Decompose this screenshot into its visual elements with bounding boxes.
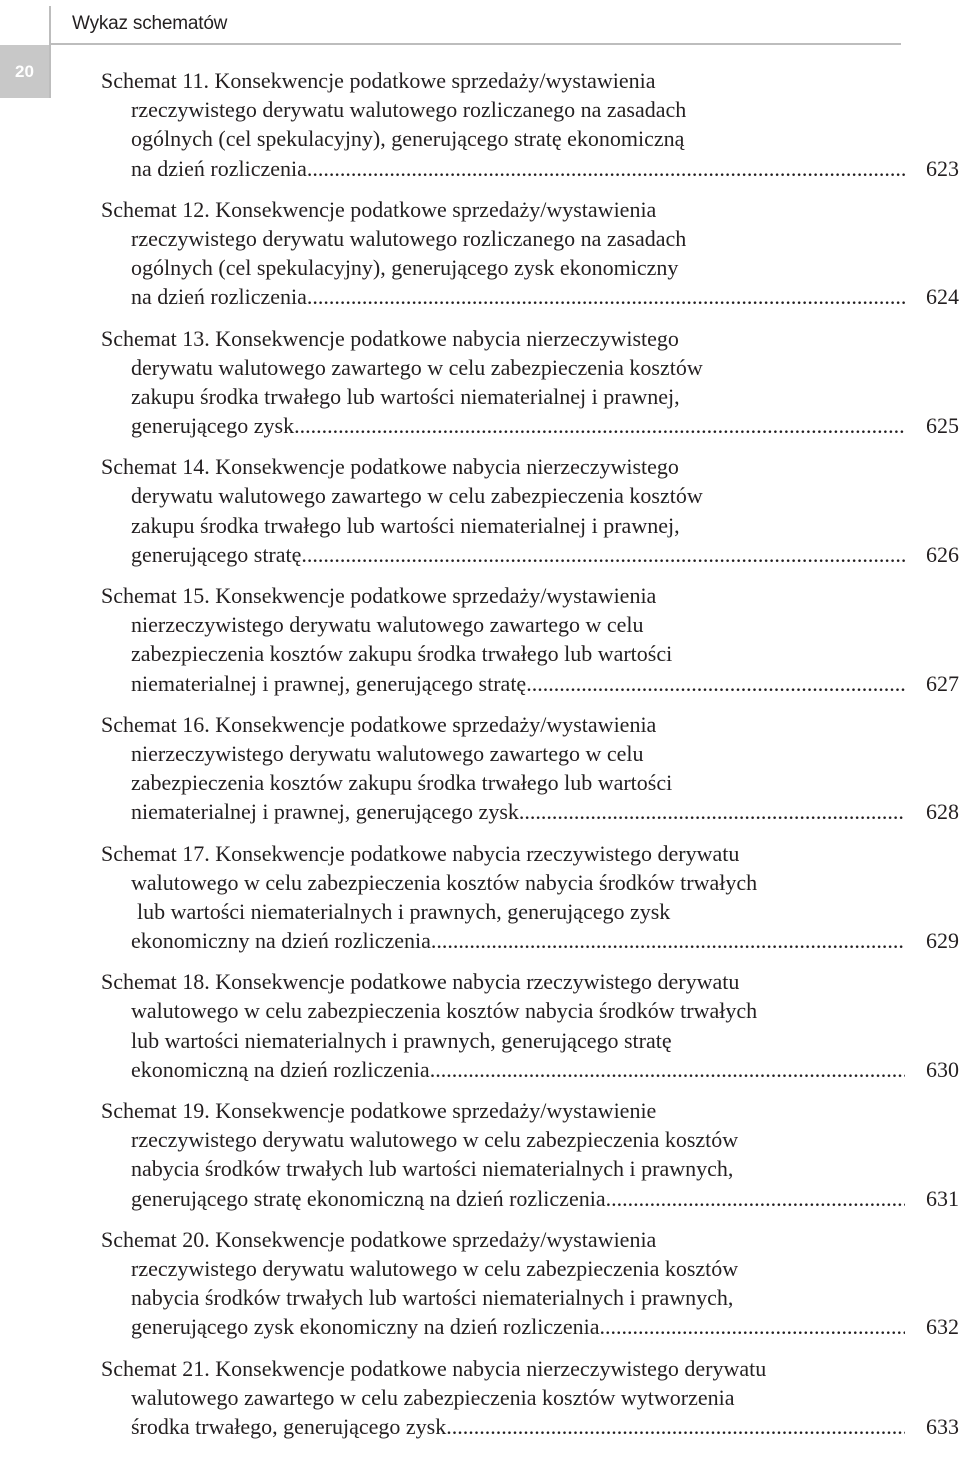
toc-entry-last-line <box>101 1312 959 1341</box>
dot-leader <box>431 926 905 955</box>
toc-entry-last-line <box>101 282 959 311</box>
toc-entry-line: Schemat 19. Konsekwencje podatkowe sprzedaży/wystawienie <box>101 1098 657 1123</box>
toc-entry[interactable] <box>101 452 959 569</box>
toc-entry[interactable] <box>101 66 959 183</box>
toc-entry-line: ogólnych (cel spekulacyjny), generującego zysk ekonomiczny <box>131 255 679 281</box>
toc-entry[interactable] <box>101 195 959 312</box>
dot-leader <box>446 1412 905 1441</box>
toc-entry-line: niematerialnej i prawnej, generującego stratę <box>131 670 527 696</box>
toc-entry-line: ekonomiczną na dzień rozliczenia <box>131 1056 430 1082</box>
dot-leader <box>307 154 905 183</box>
toc-page-number: 631 <box>926 1185 959 1211</box>
toc-entry[interactable] <box>101 1096 959 1213</box>
toc-entry[interactable] <box>101 324 959 441</box>
dot-leader <box>600 1312 906 1341</box>
toc-entry-line: zakupu środka trwałego lub wartości niematerialnej i prawnej, <box>131 383 680 409</box>
toc-entry-line: generującego zysk <box>131 413 295 439</box>
toc-list <box>101 66 959 1453</box>
toc-entry-line: Schemat 11. Konsekwencje podatkowe sprzedaży/wystawienia <box>101 68 656 93</box>
toc-entry-line: nabycia środków trwałych lub wartości niematerialnych i prawnych, <box>131 1285 734 1311</box>
toc-entry-line: nierzeczywistego derywatu walutowego zawartego w celu <box>131 612 644 638</box>
toc-entry-last-line <box>101 926 959 955</box>
toc-entry-last-line <box>101 1184 959 1213</box>
toc-entry-line: generującego zysk ekonomiczny na dzień rozliczenia <box>131 1314 600 1340</box>
toc-entry-line: ekonomiczny na dzień rozliczenia <box>131 928 431 954</box>
toc-entry[interactable] <box>101 710 959 827</box>
toc-entry-line: nabycia środków trwałych lub wartości niematerialnych i prawnych, <box>131 1156 734 1182</box>
toc-entry-line: Schemat 13. Konsekwencje podatkowe nabycia nierzeczywistego <box>101 325 679 351</box>
header-horizontal-rule <box>49 43 901 45</box>
toc-page-number: 632 <box>926 1314 959 1340</box>
toc-entry-last-line <box>101 1055 959 1084</box>
page-header <box>0 0 960 50</box>
toc-entry[interactable] <box>101 967 959 1084</box>
toc-entry[interactable] <box>101 581 959 698</box>
toc-entry-line: zabezpieczenia kosztów zakupu środka trwałego lub wartości <box>131 641 673 667</box>
toc-page-number: 630 <box>926 1056 959 1082</box>
toc-entry-line: niematerialnej i prawnej, generującego zysk <box>131 799 519 825</box>
toc-page-number: 629 <box>926 928 959 954</box>
dot-leader <box>519 797 905 826</box>
toc-entry-line: derywatu walutowego zawartego w celu zabezpieczenia kosztów <box>131 354 703 380</box>
toc-entry-line: walutowego w celu zabezpieczenia kosztów nabycia środków trwałych <box>131 869 758 895</box>
toc-entry-line: na dzień rozliczenia <box>131 155 307 181</box>
toc-entry-last-line <box>101 1412 959 1441</box>
running-title: Wykaz schematów <box>72 13 228 34</box>
toc-entry[interactable] <box>101 1354 959 1442</box>
toc-entry-line: Schemat 20. Konsekwencje podatkowe sprzedaży/wystawienia <box>101 1226 657 1252</box>
toc-page-number: 623 <box>926 155 959 181</box>
toc-entry-line: zakupu środka trwałego lub wartości niematerialnej i prawnej, <box>131 512 680 538</box>
toc-page-number: 625 <box>926 413 959 439</box>
toc-entry-line: Schemat 15. Konsekwencje podatkowe sprzedaży/wystawienia <box>101 583 657 608</box>
toc-entry-line: generującego stratę <box>131 541 302 567</box>
toc-entry-last-line <box>101 797 959 826</box>
toc-entry-line: rzeczywistego derywatu walutowego rozliczanego na zasadach <box>131 97 687 123</box>
toc-entry-line: Schemat 21. Konsekwencje podatkowe nabycia nierzeczywistego derywatu <box>101 1355 767 1381</box>
toc-page-number: 624 <box>926 284 959 310</box>
toc-page-number: 626 <box>926 541 959 567</box>
dot-leader <box>606 1184 905 1213</box>
toc-entry-line: walutowego w celu zabezpieczenia kosztów nabycia środków trwałych <box>131 998 758 1024</box>
toc-entry-line: rzeczywistego derywatu walutowego w celu zabezpieczenia kosztów <box>131 1127 739 1153</box>
toc-page-number: 627 <box>926 670 959 696</box>
toc-entry-line: rzeczywistego derywatu walutowego w celu zabezpieczenia kosztów <box>131 1255 739 1281</box>
toc-entry-line: lub wartości niematerialnych i prawnych, generującego stratę <box>131 1027 672 1053</box>
page-number: 20 <box>15 61 34 81</box>
dot-leader <box>301 540 905 569</box>
toc-entry[interactable] <box>101 839 959 956</box>
toc-page-number: 633 <box>926 1413 959 1439</box>
toc-entry[interactable] <box>101 1225 959 1342</box>
toc-entry-line: środka trwałego, generującego zysk <box>131 1413 447 1439</box>
toc-entry-line: generującego stratę ekonomiczną na dzień rozliczenia <box>131 1185 606 1211</box>
toc-entry-line: Schemat 14. Konsekwencje podatkowe nabycia nierzeczywistego <box>101 454 679 480</box>
dot-leader <box>307 282 905 311</box>
dot-leader <box>430 1055 905 1084</box>
toc-entry-line: Schemat 17. Konsekwencje podatkowe nabycia rzeczywistego derywatu <box>101 840 740 866</box>
toc-page-number: 628 <box>926 799 959 825</box>
toc-entry-line: derywatu walutowego zawartego w celu zabezpieczenia kosztów <box>131 483 703 509</box>
toc-entry-line: nierzeczywistego derywatu walutowego zawartego w celu <box>131 740 644 766</box>
toc-entry-line: na dzień rozliczenia <box>131 284 307 310</box>
toc-entry-line: ogólnych (cel spekulacyjny), generującego stratę ekonomiczną <box>131 126 685 152</box>
toc-entry-line: Schemat 16. Konsekwencje podatkowe sprzedaży/wystawienia <box>101 711 657 737</box>
toc-entry-line: zabezpieczenia kosztów zakupu środka trwałego lub wartości <box>131 770 673 796</box>
page-number-tab <box>0 45 49 98</box>
dot-leader <box>294 411 905 440</box>
toc-entry-line: Schemat 12. Konsekwencje podatkowe sprzedaży/wystawienia <box>101 196 657 222</box>
toc-entry-last-line <box>101 411 959 440</box>
header-vertical-rule <box>49 6 51 98</box>
toc-entry-line: Schemat 18. Konsekwencje podatkowe nabycia rzeczywistego derywatu <box>101 969 740 995</box>
toc-entry-last-line <box>101 540 959 569</box>
toc-entry-line: rzeczywistego derywatu walutowego rozliczanego na zasadach <box>131 225 687 251</box>
toc-entry-line: walutowego zawartego w celu zabezpieczenia kosztów wytworzenia <box>131 1384 735 1410</box>
toc-entry-last-line <box>101 669 959 698</box>
dot-leader <box>526 669 905 698</box>
toc-entry-line: lub wartości niematerialnych i prawnych, generującego zysk <box>137 898 671 924</box>
toc-entry-last-line <box>101 154 959 183</box>
